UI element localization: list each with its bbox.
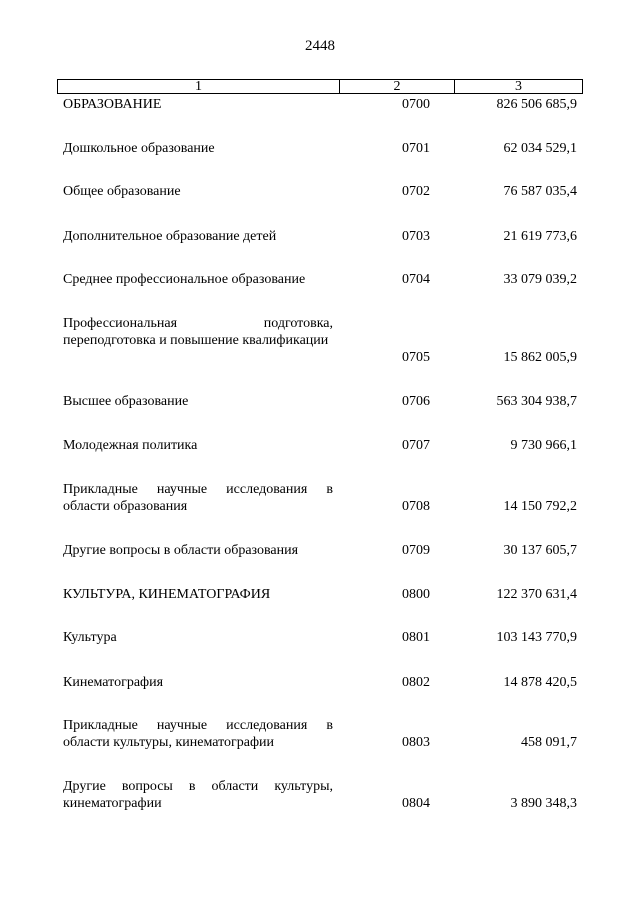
column-header-3: 3	[515, 79, 522, 94]
row-name: Среднее профессиональное образование	[63, 272, 306, 287]
row-code: 0708	[402, 499, 430, 514]
row-name: ОБРАЗОВАНИЕ	[63, 97, 162, 112]
row-code: 0701	[402, 141, 430, 156]
row-amount: 76 587 035,4	[503, 184, 577, 199]
row-name: Профессиональная подготовка, переподготовка и повышение квалификации	[63, 316, 333, 348]
row-name: Прикладные научные исследования в области образования	[63, 482, 333, 514]
row-code: 0707	[402, 438, 430, 453]
row-name: Общее образование	[63, 184, 181, 199]
row-amount: 122 370 631,4	[496, 587, 577, 602]
row-code: 0700	[402, 97, 430, 112]
row-amount: 14 878 420,5	[503, 675, 577, 690]
row-code: 0804	[402, 796, 430, 811]
row-code: 0703	[402, 229, 430, 244]
page-number: 2448	[305, 38, 335, 54]
row-amount: 15 862 005,9	[503, 350, 577, 365]
row-amount: 9 730 966,1	[510, 438, 577, 453]
row-name: Другие вопросы в области культуры, кинематографии	[63, 779, 333, 811]
table-header	[57, 79, 583, 94]
row-name: Другие вопросы в области образования	[63, 543, 299, 558]
row-amount: 30 137 605,7	[503, 543, 577, 558]
row-name: Молодежная политика	[63, 438, 198, 453]
column-header-2: 2	[340, 80, 455, 93]
row-amount: 458 091,7	[521, 735, 577, 750]
row-name: Высшее образование	[63, 394, 189, 409]
row-amount: 826 506 685,9	[496, 97, 577, 112]
row-name: Кинематография	[63, 675, 164, 690]
row-amount: 103 143 770,9	[496, 630, 577, 645]
row-name: Культура	[63, 630, 117, 645]
row-amount: 21 619 773,6	[503, 229, 577, 244]
row-amount: 563 304 938,7	[496, 394, 577, 409]
row-name: Дошкольное образование	[63, 141, 215, 156]
row-amount: 62 034 529,1	[503, 141, 577, 156]
row-code: 0800	[402, 587, 430, 602]
row-code: 0801	[402, 630, 430, 645]
row-name: Прикладные научные исследования в области культуры, кинематографии	[63, 718, 333, 750]
row-name: Дополнительное образование детей	[63, 229, 277, 244]
row-code: 0705	[402, 350, 430, 365]
row-code: 0709	[402, 543, 430, 558]
row-code: 0802	[402, 675, 430, 690]
row-amount: 3 890 348,3	[510, 796, 577, 811]
column-header-1: 1	[58, 80, 340, 93]
row-amount: 33 079 039,2	[503, 272, 577, 287]
row-code: 0706	[402, 394, 430, 409]
row-code: 0702	[402, 184, 430, 199]
row-amount: 14 150 792,2	[503, 499, 577, 514]
row-code: 0704	[402, 272, 430, 287]
row-code: 0803	[402, 735, 430, 750]
row-name: КУЛЬТУРА, КИНЕМАТОГРАФИЯ	[63, 587, 271, 602]
